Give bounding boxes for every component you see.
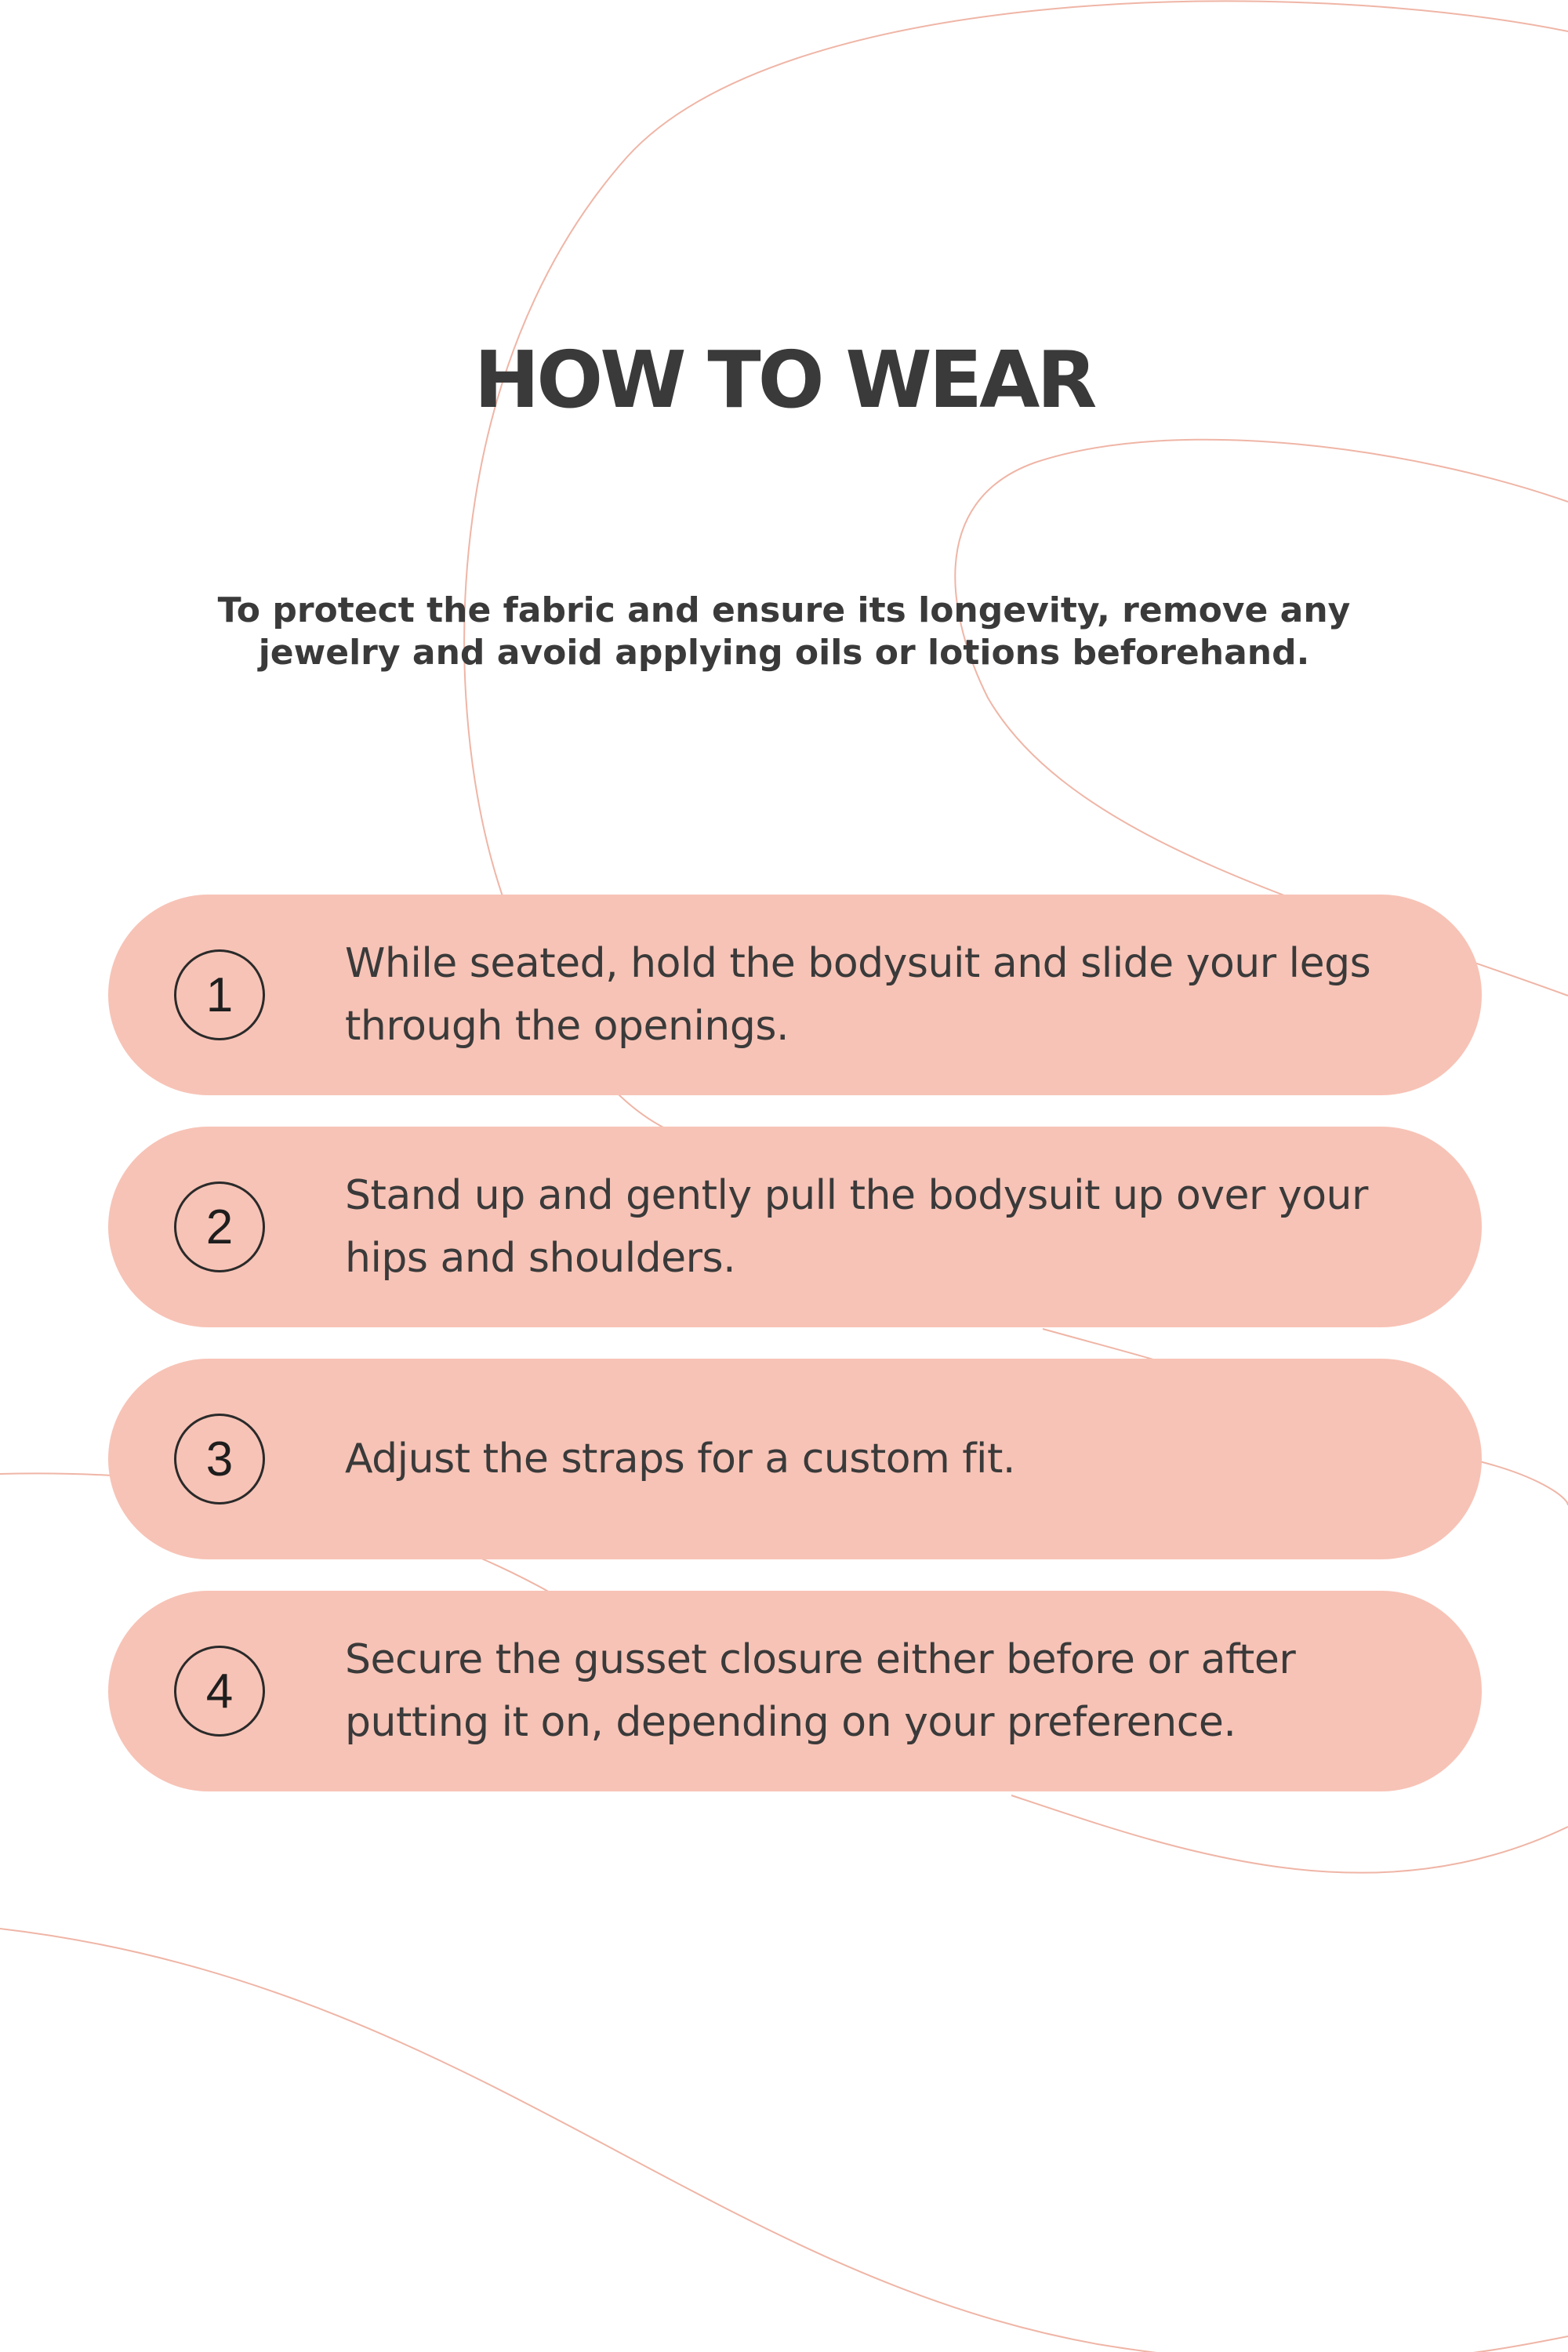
step-number-badge: 1 bbox=[174, 949, 265, 1040]
step-item-2 bbox=[108, 1127, 1482, 1327]
step-text: Stand up and gently pull the bodysuit up over your hips and shoulders. bbox=[345, 1172, 1368, 1282]
step-number-badge: 4 bbox=[174, 1646, 265, 1737]
step-text: Secure the gusset closure either before or after putting it on, depending on your preference. bbox=[345, 1636, 1296, 1746]
step-item-1 bbox=[108, 895, 1482, 1095]
decorative-curve-bottom bbox=[0, 1929, 1568, 2352]
step-item-4 bbox=[108, 1591, 1482, 1791]
step-number-badge: 3 bbox=[174, 1414, 265, 1504]
step-item-3 bbox=[108, 1359, 1482, 1559]
steps-list bbox=[108, 895, 1482, 1823]
page-title: HOW TO WEAR bbox=[474, 334, 1094, 426]
step-number-badge: 2 bbox=[174, 1181, 265, 1272]
step-text: While seated, hold the bodysuit and slide your legs through the openings. bbox=[345, 940, 1371, 1050]
care-instructions: To protect the fabric and ensure its longevity, remove any jewelry and avoid applying oils or lotions beforehand. bbox=[217, 590, 1351, 673]
step-text: Adjust the straps for a custom fit. bbox=[345, 1436, 1015, 1483]
